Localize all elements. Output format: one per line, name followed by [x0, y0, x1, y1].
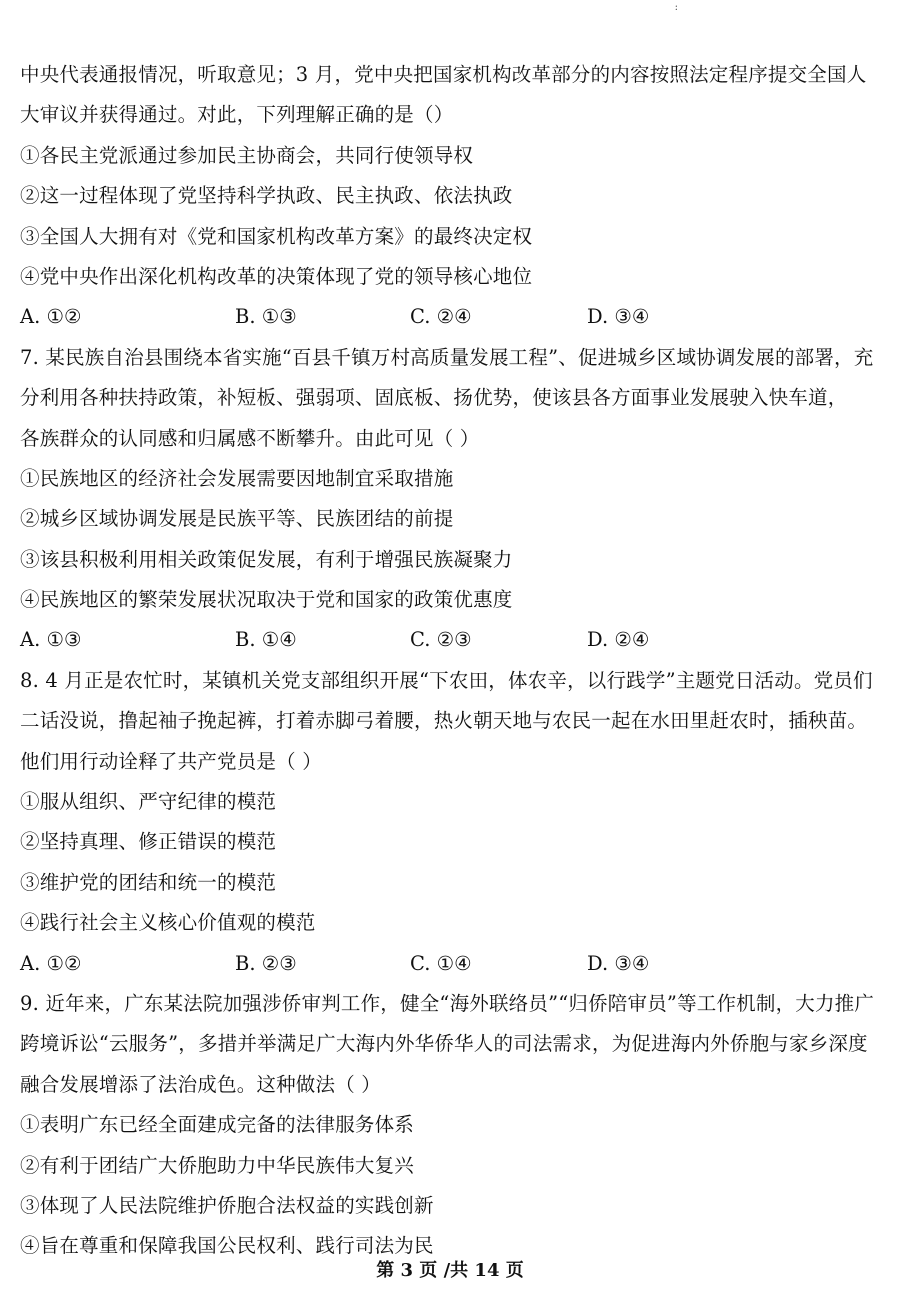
q7-statement-4: ④民族地区的繁荣发展状况取决于党和国家的政策优惠度 [20, 588, 513, 612]
q6-statement-3: ③全国人大拥有对《党和国家机构改革方案》的最终决定权 [20, 224, 533, 248]
q7-line-2: 分利用各种扶持政策，补短板、强弱项、固底板、扬优势，使该县各方面事业发展驶入快车道， [20, 386, 848, 410]
q6-line-1: 中央代表通报情况，听取意见；3 月，党中央把国家机构改革部分的内容按照法定程序提交全国人 [20, 63, 867, 86]
question-7 [20, 338, 886, 661]
q7-line-1: 7. 某民族自治县围绕本省实施“百县千镇万村高质量发展工程”、促进城乡区域协调发展的部署，充 [20, 345, 874, 369]
q9-statement-3: ③体现了人民法院维护侨胞合法权益的实践创新 [20, 1193, 434, 1217]
q7-statement-1: ①民族地区的经济社会发展需要因地制宜采取措施 [20, 466, 454, 490]
q9-line-2: 跨境诉讼“云服务”，多措并举满足广大海内外华侨华人的司法需求，为促进海内外侨胞与家乡深度 [20, 1032, 868, 1056]
q7-option-c: C. ②③ [410, 628, 472, 652]
q8-option-b: B. ②③ [235, 951, 297, 975]
corner-mark: : [674, 2, 678, 13]
q7-option-a: A. ①③ [20, 628, 82, 652]
question-6-continued [20, 55, 886, 338]
q8-statement-2: ②坚持真理、修正错误的模范 [20, 830, 277, 854]
q8-statement-3: ③维护党的团结和统一的模范 [20, 870, 277, 894]
q7-option-d: D. ②④ [587, 628, 650, 652]
q6-option-a: A. ①② [20, 305, 82, 329]
q6-statement-1: ①各民主党派通过参加民主协商会，共同行使领导权 [20, 143, 474, 167]
q9-statement-4: ④旨在尊重和保障我国公民权利、践行司法为民 [20, 1234, 434, 1258]
q7-statement-2: ②城乡区域协调发展是民族平等、民族团结的前提 [20, 507, 454, 531]
q9-statement-2: ②有利于团结广大侨胞助力中华民族伟大复兴 [20, 1153, 415, 1177]
q6-statement-2: ②这一过程体现了党坚持科学执政、民主执政、依法执政 [20, 184, 513, 208]
q9-line-1: 9. 近年来，广东某法院加强涉侨审判工作，健全“海外联络员”“归侨陪审员”等工作机制，大力推广 [20, 991, 875, 1015]
q8-line-1: 8. 4 月正是农忙时，某镇机关党支部组织开展“下农田，体农辛，以行践学”主题党日活动。党员们 [20, 668, 873, 692]
q6-option-d: D. ③④ [587, 305, 650, 329]
q6-line-2: 大审议并获得通过。对此，下列理解正确的是（） [20, 103, 454, 127]
q6-statement-4: ④党中央作出深化机构改革的决策体现了党的领导核心地位 [20, 264, 533, 288]
q6-option-b: B. ①③ [235, 305, 297, 329]
q8-option-c: C. ①④ [410, 951, 472, 975]
q7-statement-3: ③该县积极利用相关政策促发展，有利于增强民族凝聚力 [20, 547, 513, 571]
q7-line-3: 各族群众的认同感和归属感不断攀升。由此可见（ ） [20, 426, 480, 450]
q8-options [20, 944, 886, 984]
q6-options [20, 297, 886, 337]
q6-option-c: C. ②④ [410, 305, 472, 329]
q8-line-3: 他们用行动诠释了共产党员是（ ） [20, 749, 322, 773]
q8-line-2: 二话没说，撸起袖子挽起裤，打着赤脚弓着腰，热火朝天地与农民一起在水田里赶农时，插秧苗。 [20, 709, 868, 733]
q9-line-3: 融合发展增添了法治成色。这种做法（ ） [20, 1072, 381, 1096]
q7-options [20, 620, 886, 660]
question-8 [20, 661, 886, 984]
page-content [20, 55, 886, 1267]
q8-option-a: A. ①② [20, 951, 82, 975]
q7-option-b: B. ①④ [235, 628, 297, 652]
q9-statement-1: ①表明广东已经全面建成完备的法律服务体系 [20, 1113, 415, 1137]
q8-option-d: D. ③④ [587, 951, 650, 975]
q8-statement-4: ④践行社会主义核心价值观的模范 [20, 911, 316, 935]
q8-statement-1: ①服从组织、严守纪律的模范 [20, 790, 277, 814]
page-number-footer: 第 3 页 /共 14 页 [376, 1260, 524, 1281]
question-9 [20, 984, 886, 1267]
